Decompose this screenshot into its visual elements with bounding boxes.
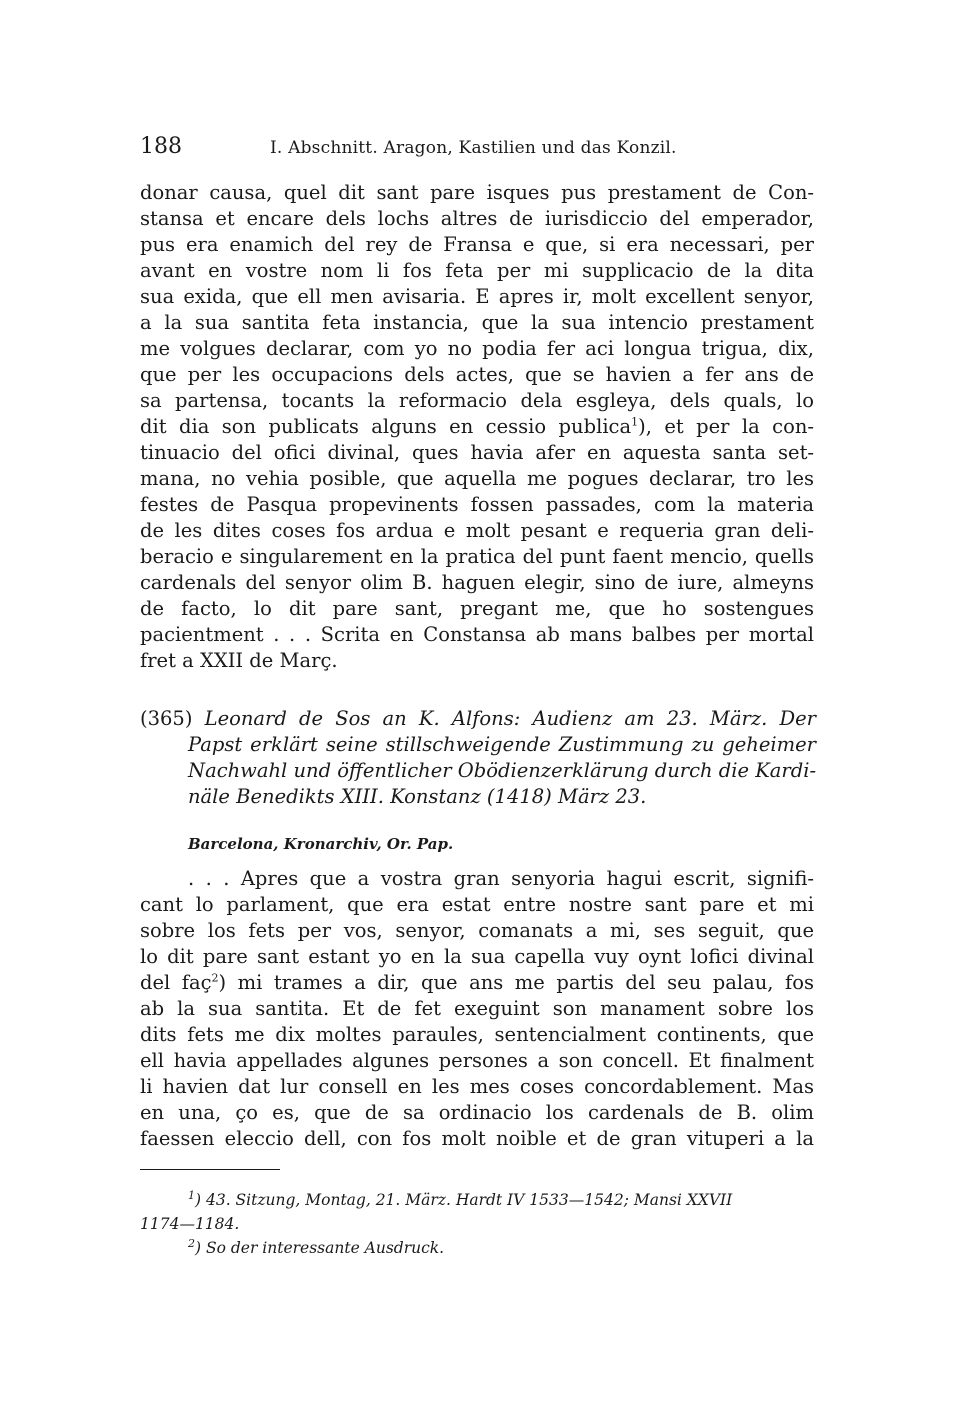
text-line: a la sua santita feta instancia, que la sua intencio prestament	[140, 311, 814, 334]
heading-line	[140, 706, 816, 732]
footnote-divider	[140, 1169, 280, 1170]
running-head: I. Abschnitt. Aragon, Kastilien und das Konzil.	[270, 138, 677, 158]
document-number: (365)	[140, 707, 193, 730]
page-number: 188	[140, 134, 182, 159]
text-line: de facto, lo dit pare sant, pregant me, que ho sostengues	[140, 597, 814, 620]
text-segment: del faҫ	[140, 971, 212, 994]
footnote-1-continued: 1174—1184.	[140, 1215, 240, 1233]
text-segment: ) mi trames a dir, que ans me partis del seu palau, fos	[218, 971, 814, 994]
footnote-mark: 2	[188, 1236, 195, 1250]
text-line: pacientment . . . Scrita en Constansa ab mans balbes per mortal	[140, 623, 814, 646]
text-line: festes de Pasqua propevinents fossen passades, com la materia	[140, 493, 814, 516]
text-line: cardenals del senyor olim B. haguen elegir, sino de iure, almeyns	[140, 571, 814, 594]
heading-line: näle Benedikts XIII. Konstanz (1418) März 23.	[188, 785, 647, 808]
text-line: dits fets me dix moltes paraules, sentencialment continents, que	[140, 1023, 814, 1046]
heading-line: Papst erklärt seine stillschweigende Zustimmung zu geheimer	[188, 733, 816, 756]
footnote-text: ) 43. Sitzung, Montag, 21. März. Hardt IV 1533—1542; Mansi XXVII	[195, 1191, 733, 1209]
text-line: sobre los fets per vos, senyor, comanats a mi, ses seguit, que	[140, 919, 814, 942]
text-line-with-footnote	[140, 414, 814, 440]
text-line: lo dit pare sant estant yo en la sua capella vuy oynt lofici divinal	[140, 945, 814, 968]
footnote-2	[188, 1238, 444, 1258]
text-line: sua exida, que ell men avisaria. E apres ir, molt excellent senyor,	[140, 285, 814, 308]
text-line-with-footnote	[140, 970, 814, 996]
footnote-text: ) So der interessante Ausdruck.	[195, 1239, 445, 1257]
text-line: pus era enamich del rey de Fransa e que, si era necessari, per	[140, 233, 814, 256]
text-line: me volgues declarar, com yo no podia fer aci longua trigua, dix,	[140, 337, 814, 360]
text-line: mana, no vehia posible, que aquella me pogues declarar, tro les	[140, 467, 814, 490]
text-line: faessen eleccio dell, con fos molt noible et de gran vituperi a la	[140, 1127, 814, 1150]
text-line: donar causa, quel dit sant pare isques pus prestament de Con-	[140, 181, 814, 204]
text-line: que per les occupacions dels actes, que se havien a fer ans de	[140, 363, 814, 386]
text-segment: dit dia son publicats alguns en cessio publica	[140, 415, 632, 438]
footnote-ref: 2	[211, 971, 219, 985]
text-segment: ), et per la con-	[638, 415, 814, 438]
text-line: en una, ҫo es, que de sa ordinacio los cardenals de B. olim	[140, 1101, 814, 1124]
text-line: avant en vostre nom li fos feta per mi supplicacio de la dita	[140, 259, 814, 282]
text-line: sa partensa, tocants la reformacio dela esgleya, dels quals, lo	[140, 389, 814, 412]
archive-source: Barcelona, Kronarchiv, Or. Pap.	[188, 835, 454, 853]
page-header	[140, 134, 820, 164]
text-line: . . . Apres que a vostra gran senyoria hagui escrit, signifi-	[188, 867, 814, 890]
text-line: beracio e singularement en la pratica del punt faent mencio, quells	[140, 545, 814, 568]
footnote-1	[188, 1190, 732, 1210]
text-line: fret a XXII de Marҫ.	[140, 649, 338, 672]
text-line: li havien dat lur consell en les mes coses concordablement. Mas	[140, 1075, 814, 1098]
text-line: ell havia appellades algunes persones a son concell. Et finalment	[140, 1049, 814, 1072]
heading-line: Nachwahl und öffentlicher Obödienzerklärung durch die Kardi-	[188, 759, 817, 782]
text-line: stansa et encare dels lochs altres de iurisdiccio del emperador,	[140, 207, 814, 230]
text-line: tinuacio del ofici divinal, ques havia afer en aquesta santa set-	[140, 441, 814, 464]
text-line: de les dites coses fos ardua e molt pesant e requeria gran deli-	[140, 519, 814, 542]
footnote-ref: 1	[631, 415, 639, 429]
text-line: cant lo parlament, que era estat entre nostre sant pare et mi	[140, 893, 814, 916]
text-line: ab la sua santita. Et de fet exeguint son manament sobre los	[140, 997, 814, 1020]
heading-text: Leonard de Sos an K. Alfons: Audienz am 23. März. Der	[204, 707, 817, 730]
footnote-mark: 1	[188, 1188, 195, 1202]
